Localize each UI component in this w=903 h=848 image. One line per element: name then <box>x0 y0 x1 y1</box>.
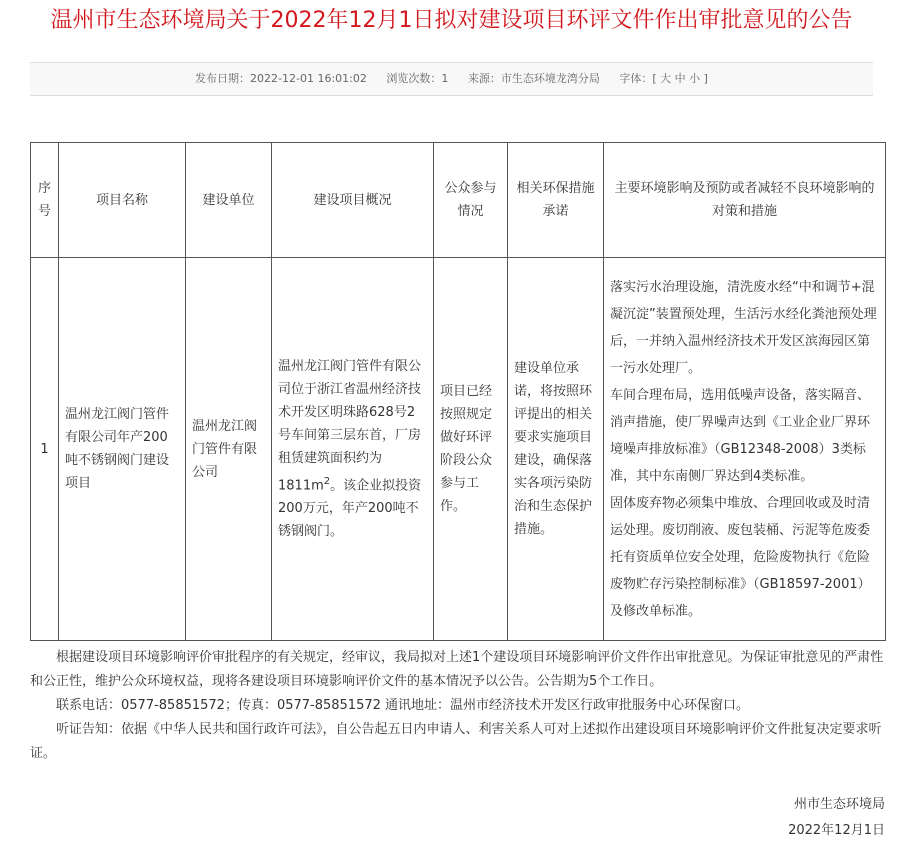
cell-seq: 1 <box>31 258 59 641</box>
hearing-notice: 听证告知：依据《中华人民共和国行政许可法》，自公告起五日内申请人、利害关系人可对上述拟作出建设项目环境影响评价文件批复决定要求听证。 <box>30 722 882 761</box>
measure-waste: 固体废弃物必须集中堆放、合理回收或及时清运处理。废切削液、废包装桶、污泥等危废委托有资质单位安全处理，危险废物执行《危险废物贮存污染控制标准》（GB18597-2001）及修改单标准。 <box>610 495 871 619</box>
signature <box>788 792 885 844</box>
table-row <box>31 258 886 641</box>
notice-body <box>30 646 890 766</box>
cell-commitment: 建设单位承诺，将按照环评提出的相关要求实施项目建设，确保落实各项污染防治和生态保护措施。 <box>508 258 604 641</box>
header-measures: 主要环境影响及预防或者减轻不良环境影响的对策和措施 <box>604 143 886 258</box>
cell-overview: 温州龙江阀门管件有限公司位于浙江省温州经济技术开发区明珠路628号2号车间第三层东首，厂房租赁建筑面积约为$1811m^2$。该企业拟投资200万元，年产200吨不锈钢阀门。 <box>272 258 434 641</box>
cell-unit: 温州龙江阀门管件有限公司 <box>186 258 272 641</box>
notice-paragraph: 根据建设项目环境影响评价审批程序的有关规定，经审议，我局拟对上述1个建设项目环境影响评价文件作出审批意见。为保证审批意见的严肃性和公正性，维护公众环境权益，现将各建设项目环境影响评价文件的基本情况予以公告。公告期为5个工作日。 <box>30 650 884 689</box>
meta-bar <box>30 62 873 96</box>
font-large-link[interactable]: 大 <box>660 72 672 85</box>
measure-noise: 车间合理布局，选用低噪声设备，落实隔音、消声措施，使厂界噪声达到《工业企业厂界环境噪声排放标准》（GB12348-2008）3类标准，其中东南侧厂界达到4类标准。 <box>610 387 871 484</box>
signature-org: 州市生态环境局 <box>793 797 885 812</box>
contact-info: 联系电话：0577-85851572；传真：0577-85851572 通讯地址：温州市经济技术开发区行政审批服务中心环保窗口。 <box>56 698 750 713</box>
cell-measures <box>604 258 886 641</box>
font-medium-link[interactable]: 中 <box>674 72 686 85</box>
header-unit: 建设单位 <box>186 143 272 258</box>
header-overview: 建设项目概况 <box>272 143 434 258</box>
publish-date: 发布日期：2022-12-01 16:01:02 <box>195 72 367 85</box>
header-commitment: 相关环保措施承诺 <box>508 143 604 258</box>
cell-name: 温州龙江阀门管件有限公司年产200吨不锈钢阀门建设项目 <box>59 258 186 641</box>
article-meta <box>30 63 873 95</box>
signature-date: 2022年12月1日 <box>788 823 885 838</box>
header-seq: 序号 <box>31 143 59 258</box>
page-title: 温州市生态环境局关于2022年12月1日拟对建设项目环评文件作出审批意见的公告 <box>50 8 853 33</box>
view-count: 浏览次数：1 <box>386 72 449 85</box>
font-small-link[interactable]: 小 <box>689 72 701 85</box>
cell-public: 项目已经按照规定做好环评阶段公众参与工作。 <box>434 258 508 641</box>
source: 来源：市生态环境龙湾分局 <box>467 72 600 85</box>
project-table <box>30 142 886 641</box>
measure-water: 落实污水治理设施，清洗废水经“中和调节+混凝沉淀”装置预处理，生活污水经化粪池预处理后，一并纳入温州经济技术开发区滨海园区第一污水处理厂。 <box>610 279 877 376</box>
header-name: 项目名称 <box>59 143 186 258</box>
header-public: 公众参与情况 <box>434 143 508 258</box>
table-header-row <box>31 143 886 258</box>
font-size-control: 字体：[ 大 中 小 ] <box>619 72 708 85</box>
